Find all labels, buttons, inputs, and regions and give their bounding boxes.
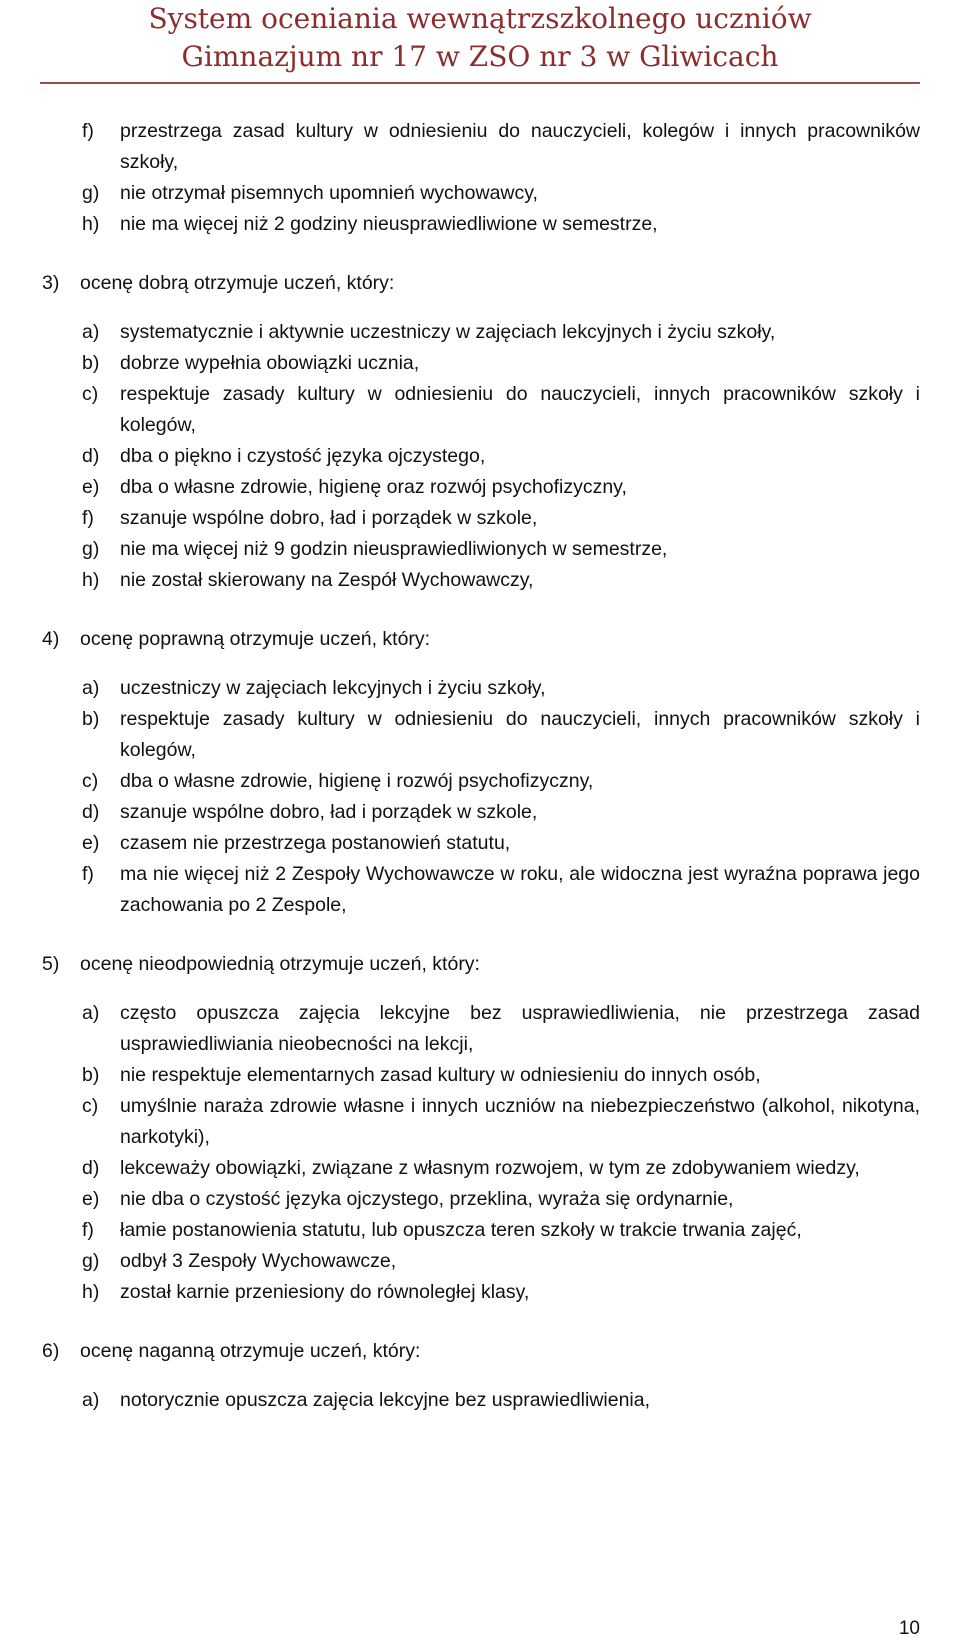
spacer — [42, 980, 922, 998]
list-item-letter: b) — [82, 352, 100, 374]
list-item — [42, 317, 922, 348]
list-item-text: umyślnie naraża zdrowie własne i innych uczniów na niebezpieczeństwo (alkohol, nikotyna, narkotyki), — [120, 1095, 920, 1148]
list-item-letter: a) — [82, 1002, 100, 1024]
header-title-line1: System oceniania wewnątrzszkolnego uczniów — [148, 2, 812, 35]
list-item-letter: b) — [82, 1064, 100, 1086]
list-item — [42, 503, 922, 534]
list-item-letter: f) — [82, 863, 94, 885]
list-item-letter: g) — [82, 538, 100, 560]
list-item — [42, 1184, 922, 1215]
list-item-letter: d) — [82, 445, 100, 467]
list-item — [42, 1215, 922, 1246]
list-item-text: dba o piękno i czystość języka ojczystego, — [120, 445, 486, 467]
list-item-text: nie respektuje elementarnych zasad kultury w odniesieniu do innych osób, — [120, 1064, 761, 1086]
list-item-text: notorycznie opuszcza zajęcia lekcyjne bez usprawiedliwienia, — [120, 1389, 651, 1411]
list-item — [42, 209, 922, 240]
list-item-text: często opuszcza zajęcia lekcyjne bez usprawiedliwienia, nie przestrzega zasad usprawiedliwiania nieobecności na lekcji, — [120, 1002, 920, 1055]
list-item — [42, 1246, 922, 1277]
list-item-letter: c) — [82, 383, 99, 405]
section-heading — [42, 949, 922, 980]
list-item — [42, 178, 922, 209]
list-item-letter: h) — [82, 569, 100, 591]
list-item-text: dobrze wypełnia obowiązki ucznia, — [120, 352, 420, 374]
list-item — [42, 348, 922, 379]
list-item-text: respektuje zasady kultury w odniesieniu do nauczycieli, innych pracowników szkoły i kolegów, — [120, 383, 920, 436]
list-item — [42, 441, 922, 472]
list-item — [42, 565, 922, 596]
list-item-text: nie dba o czystość języka ojczystego, przeklina, wyraża się ordynarnie, — [120, 1188, 734, 1210]
list-item-text: szanuje wspólne dobro, ład i porządek w szkole, — [120, 507, 538, 529]
list-item-text: dba o własne zdrowie, higienę oraz rozwój psychofizyczny, — [120, 476, 627, 498]
spacer — [42, 596, 922, 624]
list-item-text: łamie postanowienia statutu, lub opuszcza teren szkoły w trakcie trwania zajęć, — [120, 1219, 802, 1241]
list-item-letter: f) — [82, 1219, 94, 1241]
section-heading — [42, 268, 922, 299]
list-item-letter: h) — [82, 1281, 100, 1303]
list-item-letter: c) — [82, 1095, 99, 1117]
section-number: 4) — [42, 628, 60, 650]
list-item — [42, 704, 922, 766]
list-item-text: nie ma więcej niż 2 godziny nieusprawiedliwione w semestrze, — [120, 213, 658, 235]
list-item-text: odbył 3 Zespoły Wychowawcze, — [120, 1250, 397, 1272]
list-item — [42, 1091, 922, 1153]
list-item-letter: e) — [82, 1188, 100, 1210]
section-heading-text: ocenę dobrą otrzymuje uczeń, który: — [80, 272, 395, 294]
list-item-text: nie ma więcej niż 9 godzin nieusprawiedliwionych w semestrze, — [120, 538, 668, 560]
page-number: 10 — [898, 1618, 920, 1639]
spacer — [42, 299, 922, 317]
list-item — [42, 1385, 922, 1416]
section-items-list — [42, 317, 922, 596]
list-item-letter: a) — [82, 677, 100, 699]
list-item-text: dba o własne zdrowie, higienę i rozwój psychofizyczny, — [120, 770, 594, 792]
section-heading-text: ocenę naganną otrzymuje uczeń, który: — [80, 1340, 421, 1362]
list-item-text: nie otrzymał pisemnych upomnień wychowawcy, — [120, 182, 538, 204]
list-item-letter: h) — [82, 213, 100, 235]
continued-items-list — [42, 116, 922, 240]
list-item-letter: a) — [82, 1389, 100, 1411]
list-item-text: systematycznie i aktywnie uczestniczy w zajęciach lekcyjnych i życiu szkoły, — [120, 321, 776, 343]
list-item-letter: g) — [82, 182, 100, 204]
list-item — [42, 797, 922, 828]
list-item-text: został karnie przeniesiony do równoległej klasy, — [120, 1281, 530, 1303]
list-item — [42, 859, 922, 921]
list-item — [42, 1060, 922, 1091]
page-header — [0, 0, 960, 82]
list-item — [42, 998, 922, 1060]
section-number: 6) — [42, 1340, 60, 1362]
list-item-letter: e) — [82, 476, 100, 498]
document-body — [42, 116, 922, 1416]
list-item — [42, 116, 922, 178]
section-items-list — [42, 673, 922, 921]
list-item-letter: d) — [82, 1157, 100, 1179]
section-number: 3) — [42, 272, 60, 294]
list-item-letter: d) — [82, 801, 100, 823]
list-item-letter: a) — [82, 321, 100, 343]
list-item — [42, 379, 922, 441]
header-divider — [40, 82, 920, 84]
list-item-letter: c) — [82, 770, 99, 792]
list-item — [42, 766, 922, 797]
section-number: 5) — [42, 953, 60, 975]
list-item — [42, 534, 922, 565]
spacer — [42, 240, 922, 268]
list-item-letter: f) — [82, 120, 94, 142]
section-items-list — [42, 1385, 922, 1416]
section-heading — [42, 1336, 922, 1367]
header-title-line2: Gimnazjum nr 17 w ZSO nr 3 w Gliwicach — [181, 40, 779, 73]
spacer — [42, 921, 922, 949]
list-item-letter: f) — [82, 507, 94, 529]
section-heading-text: ocenę nieodpowiednią otrzymuje uczeń, który: — [80, 953, 480, 975]
list-item — [42, 1277, 922, 1308]
list-item-text: respektuje zasady kultury w odniesieniu do nauczycieli, innych pracowników szkoły i kolegów, — [120, 708, 920, 761]
list-item-letter: g) — [82, 1250, 100, 1272]
section-heading-text: ocenę poprawną otrzymuje uczeń, który: — [80, 628, 431, 650]
list-item — [42, 1153, 922, 1184]
list-item-letter: b) — [82, 708, 100, 730]
list-item-text: nie został skierowany na Zespół Wychowawczy, — [120, 569, 534, 591]
list-item — [42, 828, 922, 859]
list-item-text: ma nie więcej niż 2 Zespoły Wychowawcze w roku, ale widoczna jest wyraźna poprawa jego zachowania po 2 Zespole, — [120, 863, 920, 916]
list-item — [42, 472, 922, 503]
list-item-text: szanuje wspólne dobro, ład i porządek w szkole, — [120, 801, 538, 823]
list-item-text: lekceważy obowiązki, związane z własnym rozwojem, w tym ze zdobywaniem wiedzy, — [120, 1157, 860, 1179]
list-item-letter: e) — [82, 832, 100, 854]
list-item-text: uczestniczy w zajęciach lekcyjnych i życiu szkoły, — [120, 677, 546, 699]
list-item-text: czasem nie przestrzega postanowień statutu, — [120, 832, 511, 854]
spacer — [42, 1308, 922, 1336]
spacer — [42, 655, 922, 673]
section-heading — [42, 624, 922, 655]
section-items-list — [42, 998, 922, 1308]
list-item — [42, 673, 922, 704]
spacer — [42, 1367, 922, 1385]
list-item-text: przestrzega zasad kultury w odniesieniu do nauczycieli, kolegów i innych pracowników szkoły, — [120, 120, 920, 173]
